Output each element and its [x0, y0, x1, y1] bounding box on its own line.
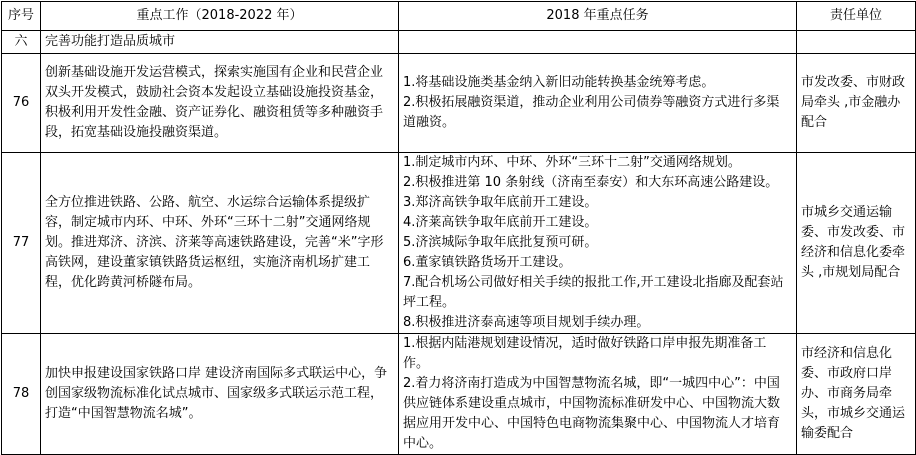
table-row [2, 334, 916, 455]
section-empty-tasks [399, 31, 797, 54]
row-work: 创新基础设施开发运营模式，探索实施国有企业和民营企业双头开发模式，鼓励社会资本发起设立基础设施投资基金，积极利用开发性金融、资产证券化、融资租赁等多种融资手段，拓宽基础设施投融资渠道。 [41, 54, 399, 153]
row-tasks [399, 334, 797, 455]
header-seq: 序号 [2, 2, 41, 31]
header-tasks: 2018 年重点任务 [399, 2, 797, 31]
section-seq: 六 [2, 31, 41, 54]
row-work: 全方位推进铁路、公路、航空、水运综合运输体系提级扩容，制定城市内环、中环、外环“三环十二射”交通网络规划。推进郑济、济滨、济莱等高速铁路建设，完善“米”字形高铁网，建设董家镇铁路货运枢纽，实施济南机场扩建工程，优化跨黄河桥隧布局。 [41, 153, 399, 334]
row-responsible: 市经济和信息化委、市政府口岸办、市商务局牵头，市城乡交通运输委配合 [797, 334, 916, 455]
row-tasks [399, 54, 797, 153]
task-item: 8.积极推进济泰高速等项目规划手续办理。 [403, 315, 650, 330]
section-empty-responsible [797, 31, 916, 54]
row-responsible: 市城乡交通运输委、市发改委、市经济和信息化委牵头 ,市规划局配合 [797, 153, 916, 334]
task-item: 7.配合机场公司做好相关手续的报批工作,开工建设北指廊及配套站坪工程。 [403, 275, 784, 310]
header-work: 重点工作（2018-2022 年） [41, 2, 399, 31]
table-row [2, 54, 916, 153]
table-header-row [2, 2, 916, 31]
task-item: 1.根据内陆港规划建设情况，适时做好铁路口岸申报先期准备工作。 [403, 336, 767, 371]
row-responsible: 市发改委、市财政局牵头 ,市金融办配合 [797, 54, 916, 153]
task-item: 1.制定城市内环、中环、外环“三环十二射”交通网络规划。 [403, 155, 741, 170]
section-title: 完善功能打造品质城市 [41, 31, 399, 54]
row-seq: 78 [2, 334, 41, 455]
task-item: 2.着力将济南打造成为中国智慧物流名城，即“一城四中心”：中国供应链体系建设重点城市，中国物流标准研发中心、中国物流大数据应用开发中心、中国特色电商物流集聚中心、中国物流人才培育中心。 [403, 376, 781, 451]
task-item: 2.积极推进第 10 条射线（济南至泰安）和大东环高速公路建设。 [403, 175, 779, 190]
key-tasks-table [1, 1, 916, 455]
task-item: 1.将基础设施类基金纳入新旧动能转换基金统筹考虑。 [403, 75, 715, 90]
table-row [2, 153, 916, 334]
task-item: 5.济滨城际争取年底批复预可研。 [403, 235, 598, 250]
header-responsible: 责任单位 [797, 2, 916, 31]
task-item: 2.积极拓展融资渠道，推动企业利用公司债券等融资方式进行多渠道融资。 [403, 95, 780, 130]
row-tasks [399, 153, 797, 334]
task-item: 3.郑济高铁争取年底前开工建设。 [403, 195, 598, 210]
task-item: 6.董家镇铁路货场开工建设。 [403, 255, 572, 270]
section-row [2, 31, 916, 54]
row-seq: 76 [2, 54, 41, 153]
row-work: 加快申报建设国家铁路口岸 建设济南国际多式联运中心，争创国家级物流标准化试点城市、国家级多式联运示范工程，打造“中国智慧物流名城”。 [41, 334, 399, 455]
row-seq: 77 [2, 153, 41, 334]
task-item: 4.济莱高铁争取年底前开工建设。 [403, 215, 598, 230]
